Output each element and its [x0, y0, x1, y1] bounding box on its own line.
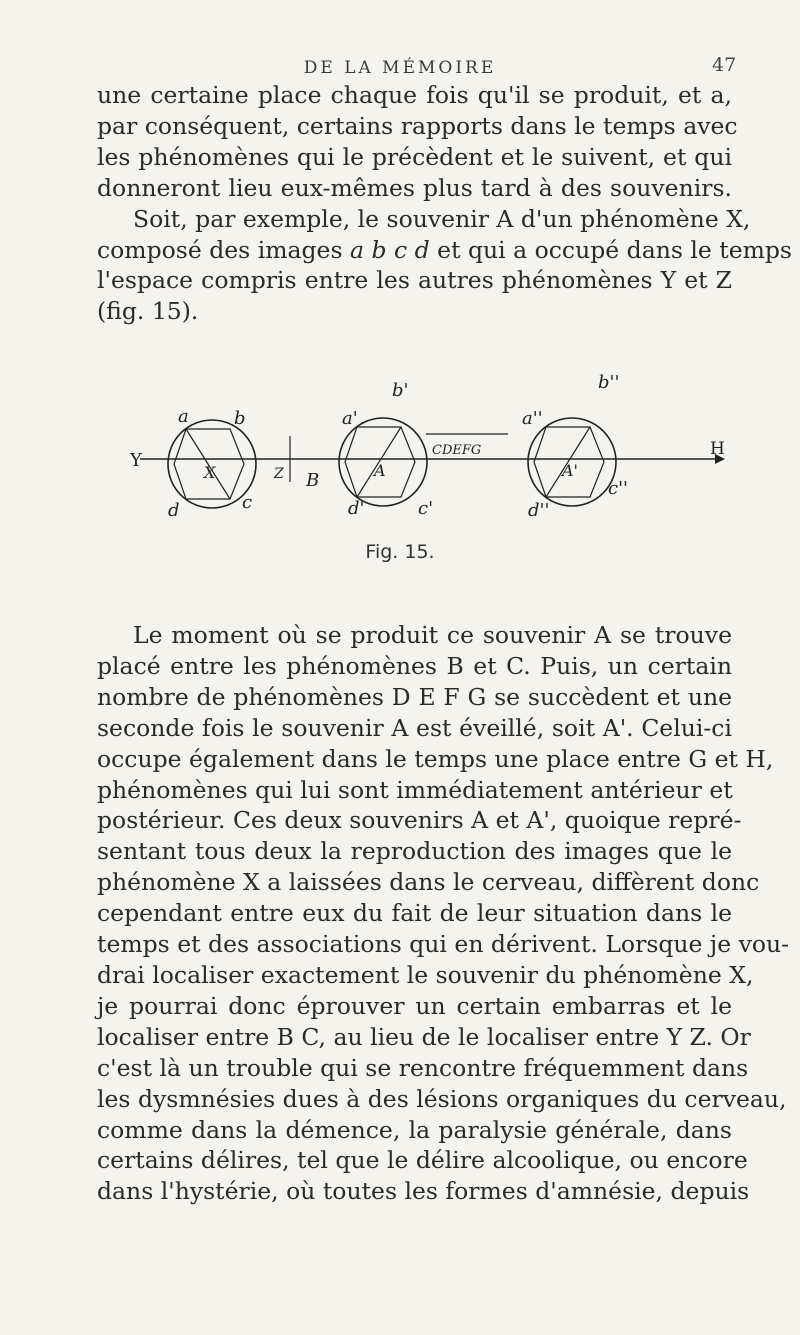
text-line: phénomène X a laissées dans le cerveau, diffèrent donc — [97, 868, 760, 897]
paragraph-2 — [97, 620, 790, 1207]
label-b-double-prime: b'' — [598, 374, 620, 393]
label-Z: Z — [274, 466, 284, 482]
text-line: je pourrai donc éprouver un certain embarras et le — [97, 991, 732, 1020]
text-line: Le moment où se produit ce souvenir A se trouve — [133, 621, 732, 649]
text-line: placé entre les phénomènes B et C. Puis, un certain — [97, 651, 732, 680]
text-line: dans l'hystérie, où toutes les formes d'amnésie, depuis — [97, 1177, 750, 1206]
page-number: 47 — [712, 54, 737, 76]
label-c-prime: c' — [418, 498, 434, 519]
running-title: DE LA MÉMOIRE — [303, 58, 497, 78]
figure-15-diagram — [130, 374, 730, 534]
label-H: H — [710, 439, 725, 459]
label-a-prime: a' — [342, 408, 358, 429]
text-segment: et qui a occupé dans le temps — [437, 235, 792, 264]
label-d-double-prime: d'' — [528, 500, 550, 521]
text-line: les dysmnésies dues à des lésions organiques du cerveau, — [97, 1084, 787, 1113]
label-a: a — [178, 406, 189, 427]
label-a-double-prime: a'' — [522, 408, 543, 429]
figure-caption: Fig. 15. — [365, 541, 435, 563]
text-line: sentant tous deux la reproduction des images que le — [97, 837, 732, 866]
text-line: drai localiser exactement le souvenir du phénomène X, — [97, 960, 754, 989]
text-line: temps et des associations qui en dérivent. Lorsque je vou- — [97, 930, 790, 959]
label-CDEFG: CDEFG — [432, 443, 482, 458]
text-line: les phénomènes qui le précèdent et le suivent, et qui — [97, 142, 732, 171]
text-line: c'est là un trouble qui se rencontre fréquemment dans — [97, 1053, 749, 1082]
text-line: par conséquent, certains rapports dans le temps avec — [97, 111, 738, 140]
italic-images-abcd: a b c d — [350, 235, 430, 264]
label-c: c — [242, 492, 253, 513]
text-segment: composé des images — [97, 235, 350, 264]
text-line-with-italic — [97, 235, 792, 266]
text-line: Soit, par exemple, le souvenir A d'un phénomène X, — [133, 204, 751, 233]
text-line: seconde fois le souvenir A est éveillé, soit A'. Celui-ci — [97, 713, 732, 742]
text-line: nombre de phénomènes D E F G se succèdent et une — [97, 682, 732, 711]
label-Y: Y — [130, 450, 142, 471]
text-line: l'espace compris entre les autres phénomènes Y et Z — [97, 266, 732, 295]
text-line: comme dans la démence, la paralysie générale, dans — [97, 1115, 732, 1144]
text-line: une certaine place chaque fois qu'il se produit, et a, — [97, 81, 732, 109]
label-X: X — [204, 463, 216, 482]
label-A: A — [374, 461, 386, 480]
paragraph-1 — [97, 80, 792, 327]
label-b-prime: b' — [392, 380, 409, 401]
text-line: phénomènes qui lui sont immédiatement antérieur et — [97, 775, 733, 804]
text-line: cependant entre eux du fait de leur situation dans le — [97, 899, 732, 928]
label-d-prime: d' — [348, 498, 365, 519]
label-c-double-prime: c'' — [608, 478, 628, 499]
label-b: b — [234, 408, 246, 429]
text-line: donneront lieu eux-mêmes plus tard à des souvenirs. — [97, 173, 732, 202]
label-A-prime: A' — [562, 461, 578, 480]
text-line: certains délires, tel que le délire alcoolique, ou encore — [97, 1146, 748, 1175]
label-d: d — [168, 500, 180, 521]
text-line: (fig. 15). — [97, 297, 199, 326]
text-line: occupe également dans le temps une place entre G et H, — [97, 744, 774, 773]
text-line: postérieur. Ces deux souvenirs A et A', quoique repré- — [97, 806, 742, 835]
label-B: B — [306, 470, 320, 491]
text-line: localiser entre B C, au lieu de le localiser entre Y Z. Or — [97, 1022, 751, 1051]
